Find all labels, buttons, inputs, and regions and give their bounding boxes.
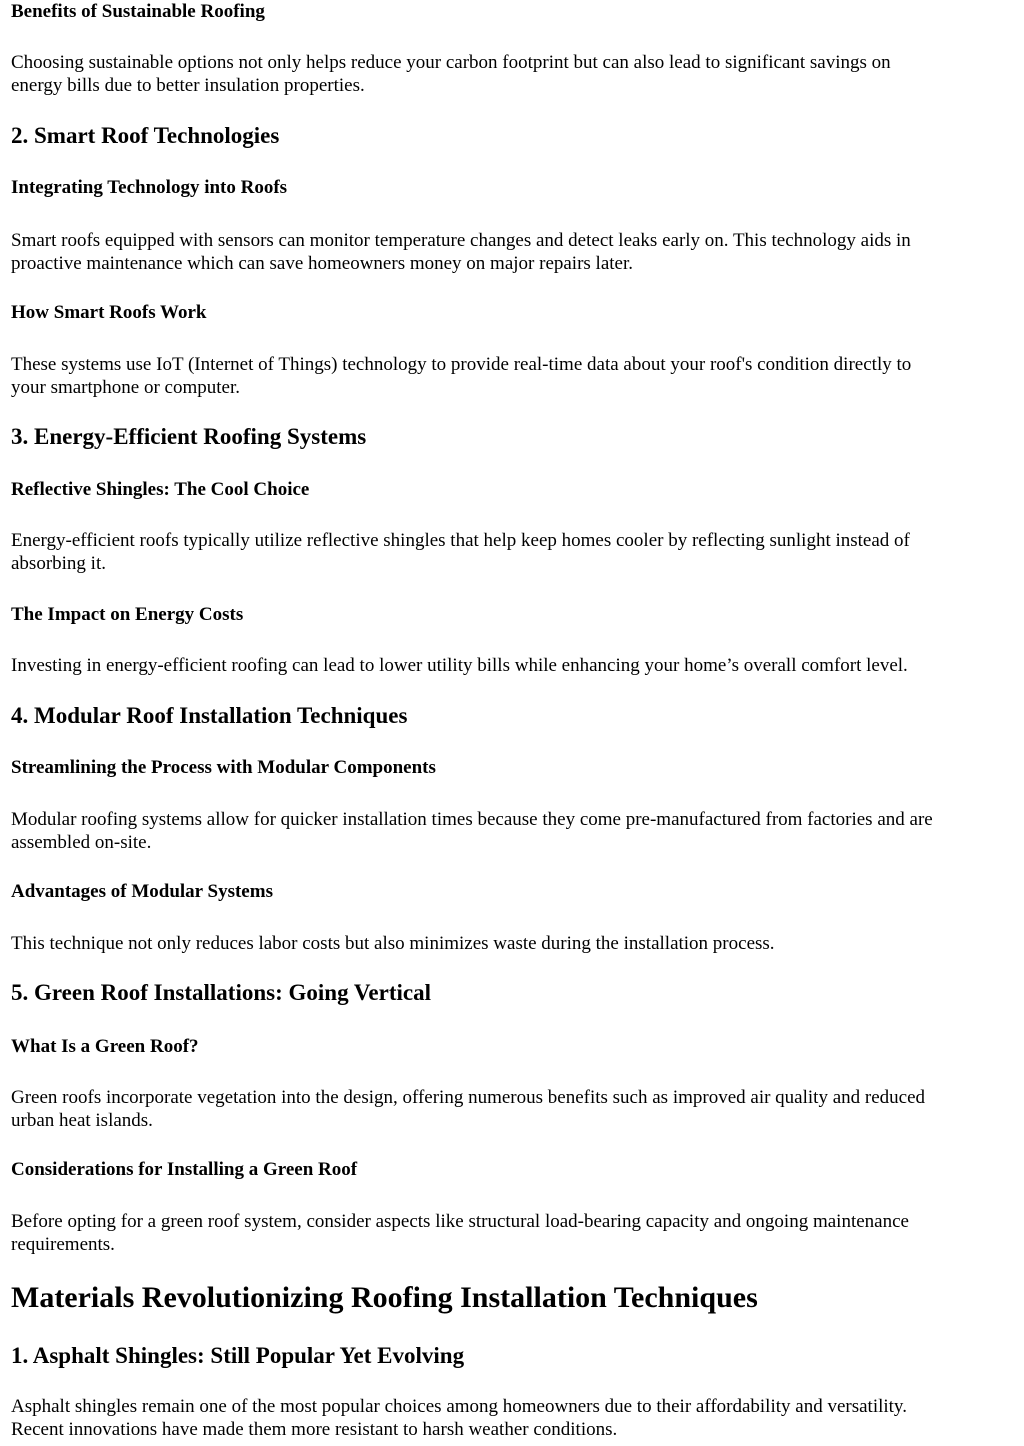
paragraph-asphalt-line-1: Asphalt shingles remain one of the most popular choices among homeowners due to their affordability and versatility. [11,1396,907,1417]
paragraph-integrating-line-1: Smart roofs equipped with sensors can monitor temperature changes and detect leaks early on. This technology aids in [11,230,911,251]
paragraph-considerations-line-1: Before opting for a green roof system, consider aspects like structural load-bearing capacity and ongoing maintenance [11,1211,909,1232]
heading-asphalt-shingles: 1. Asphalt Shingles: Still Popular Yet Evolving [11,1343,465,1368]
heading-impact-on-energy-costs: The Impact on Energy Costs [11,604,244,625]
paragraph-impact-line-1: Investing in energy-efficient roofing can lead to lower utility bills while enhancing your home’s overall comfort level. [11,655,908,676]
heading-streamlining-process: Streamlining the Process with Modular Components [11,757,436,778]
heading-modular-roof-installation: 4. Modular Roof Installation Techniques [11,703,408,728]
heading-considerations-green-roof: Considerations for Installing a Green Roof [11,1159,358,1180]
heading-smart-roof-technologies: 2. Smart Roof Technologies [11,123,280,148]
paragraph-asphalt-line-2: Recent innovations have made them more resistant to harsh weather conditions. [11,1419,618,1440]
paragraph-reflective-line-2: absorbing it. [11,553,106,574]
paragraph-what-line-1: Green roofs incorporate vegetation into the design, offering numerous benefits such as improved air quality and reduced [11,1087,926,1108]
heading-reflective-shingles: Reflective Shingles: The Cool Choice [11,479,310,500]
paragraph-benefits-line-2: energy bills due to better insulation properties. [11,75,365,96]
paragraph-streamlining-line-2: assembled on-site. [11,832,152,853]
paragraph-integrating-line-2: proactive maintenance which can save homeowners money on major repairs later. [11,253,634,274]
heading-green-roof-installations: 5. Green Roof Installations: Going Vertical [11,980,431,1005]
heading-integrating-technology: Integrating Technology into Roofs [11,177,288,198]
paragraph-considerations-line-2: requirements. [11,1234,115,1255]
paragraph-reflective-line-1: Energy-efficient roofs typically utilize reflective shingles that help keep homes cooler by reflecting sunlight instead of [11,530,910,551]
paragraph-what-line-2: urban heat islands. [11,1110,153,1131]
paragraph-advantages-line-1: This technique not only reduces labor costs but also minimizes waste during the installation process. [11,933,775,954]
paragraph-streamlining-line-1: Modular roofing systems allow for quicker installation times because they come pre-manufactured from factories and are [11,809,933,830]
heading-benefits-of-sustainable-roofing: Benefits of Sustainable Roofing [11,1,265,22]
paragraph-how-line-2: your smartphone or computer. [11,377,241,398]
heading-what-is-a-green-roof: What Is a Green Roof? [11,1036,199,1057]
paragraph-how-line-1: These systems use IoT (Internet of Things) technology to provide real-time data about your roof's condition directly to [11,354,912,375]
heading-how-smart-roofs-work: How Smart Roofs Work [11,302,207,323]
heading-advantages-of-modular: Advantages of Modular Systems [11,881,273,902]
heading-materials-revolutionizing: Materials Revolutionizing Roofing Installation Techniques [11,1281,758,1314]
paragraph-benefits-line-1: Choosing sustainable options not only helps reduce your carbon footprint but can also lead to significant savings on [11,52,891,73]
heading-energy-efficient-roofing: 3. Energy-Efficient Roofing Systems [11,424,367,449]
